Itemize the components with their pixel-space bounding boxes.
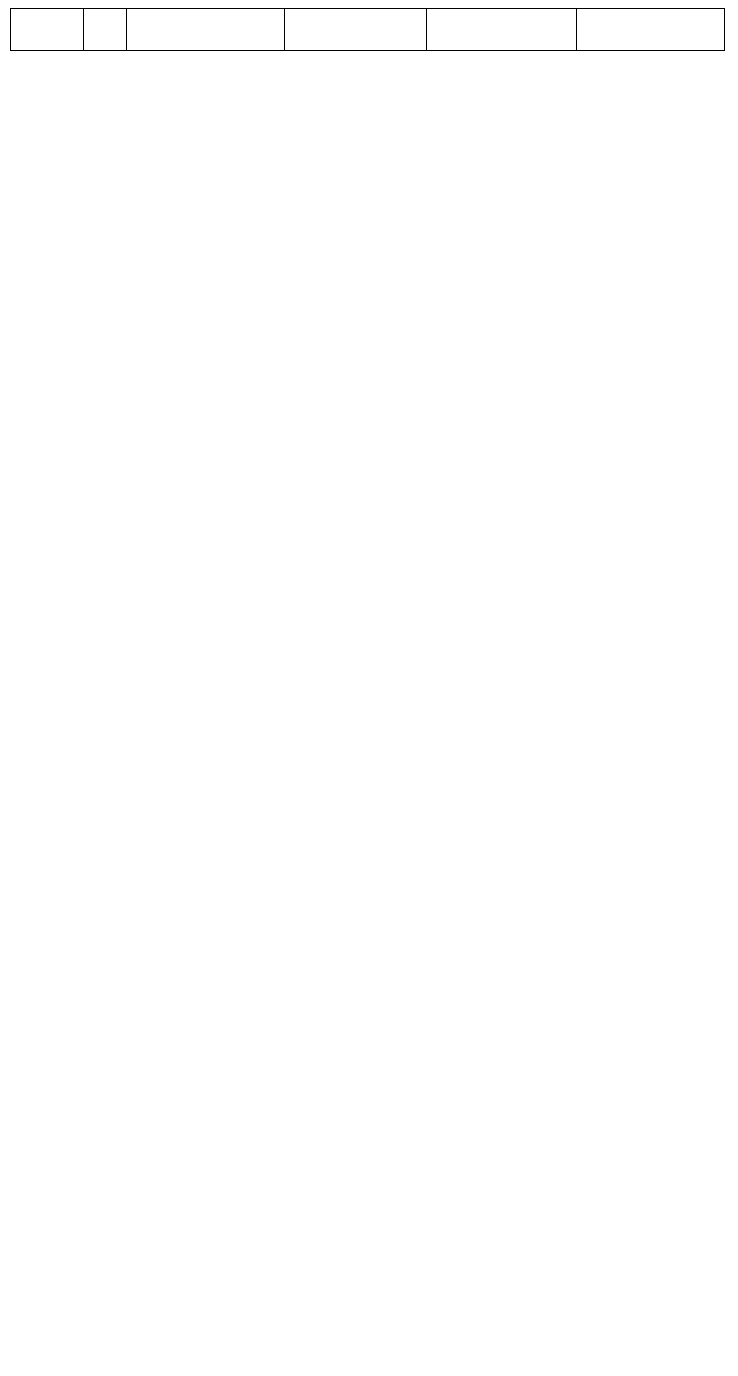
column-header-1 <box>127 9 285 51</box>
number-column-header <box>84 9 127 51</box>
header-row <box>11 9 725 51</box>
column-header-4 <box>577 9 725 51</box>
column-header-2 <box>285 9 427 51</box>
day-column-header <box>11 9 84 51</box>
schedule-table-top <box>10 8 725 51</box>
column-header-3 <box>427 9 577 51</box>
